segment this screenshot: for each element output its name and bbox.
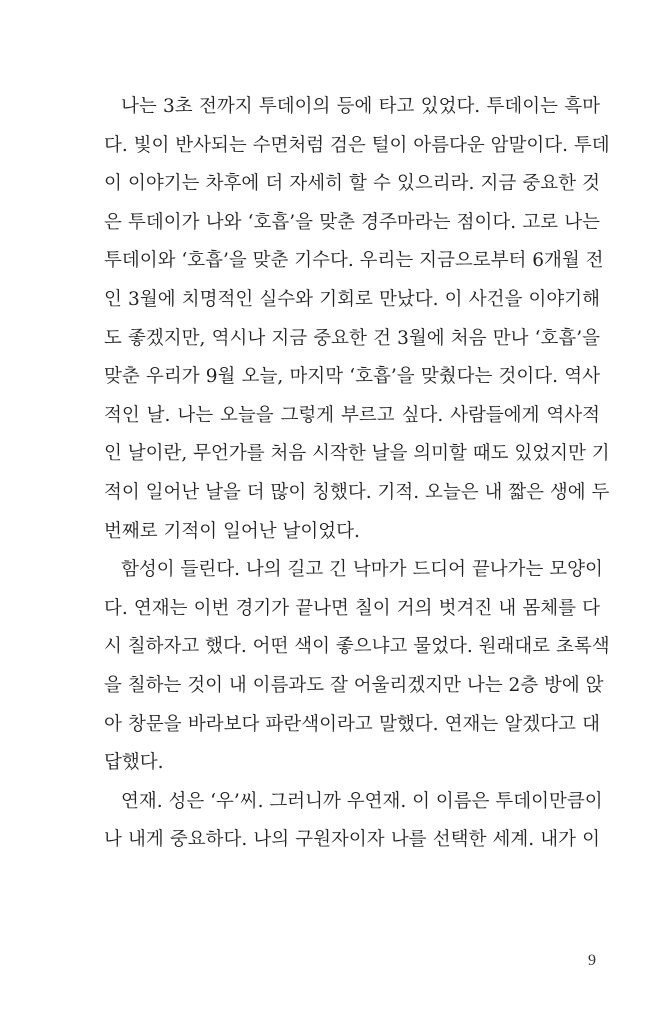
text-line: 맞춘 우리가 9월 오늘, 마지막 ‘호흡’을 맞췄다는 것이다. 역사 <box>104 366 600 388</box>
body-text <box>104 88 610 860</box>
text-line: 번째로 기적이 일어난 날이었다. <box>104 520 360 542</box>
text-line: 답했다. <box>104 752 164 774</box>
text-line: 은 투데이가 나와 ‘호흡’을 맞춘 경주마라는 점이다. 고로 나는 <box>104 211 600 233</box>
text-line: 연재. 성은 ‘우’씨. 그러니까 우연재. 이 이름은 투데이만큼이 <box>121 790 603 812</box>
text-line: 나 내게 중요하다. 나의 구원자이자 나를 선택한 세계. 내가 이 <box>104 829 600 851</box>
text-line: 다. 연재는 이번 경기가 끝나면 칠이 거의 벗겨진 내 몸체를 다 <box>104 597 600 619</box>
text-line: 아 창문을 바라보다 파란색이라고 말했다. 연재는 알겠다고 대 <box>104 713 600 735</box>
text-line: 적인 날. 나는 오늘을 그렇게 부르고 싶다. 사람들에게 역사적 <box>104 404 600 426</box>
text-line: 인 3월에 치명적인 실수와 기회로 만났다. 이 사건을 이야기해 <box>104 288 600 310</box>
text-line: 다. 빛이 반사되는 수면처럼 검은 털이 아름다운 암말이다. 투데 <box>104 134 610 156</box>
text-line: 나는 3초 전까지 투데이의 등에 타고 있었다. 투데이는 흑마 <box>121 96 600 117</box>
text-line: 적이 일어난 날을 더 많이 칭했다. 기적. 오늘은 내 짧은 생에 두 <box>104 481 610 503</box>
text-line: 도 좋겠지만, 역시나 지금 중요한 건 3월에 처음 만나 ‘호흡’을 <box>104 327 600 349</box>
text-line: 이 이야기는 차후에 더 자세히 할 수 있으리라. 지금 중요한 것 <box>104 173 600 195</box>
text-line: 을 칠하는 것이 내 이름과도 잘 어울리겠지만 나는 2층 방에 앉 <box>104 674 604 696</box>
page-number: 9 <box>588 952 596 969</box>
text-line: 투데이와 ‘호흡’을 맞춘 기수다. 우리는 지금으로부터 6개월 전 <box>104 250 604 272</box>
text-line: 함성이 들린다. 나의 길고 긴 낙마가 드디어 끝나가는 모양이 <box>121 559 603 581</box>
text-line: 시 칠하자고 했다. 어떤 색이 좋으냐고 물었다. 원래대로 초록색 <box>104 636 610 658</box>
text-line: 인 날이란, 무언가를 처음 시작한 날을 의미할 때도 있었지만 기 <box>104 443 610 465</box>
